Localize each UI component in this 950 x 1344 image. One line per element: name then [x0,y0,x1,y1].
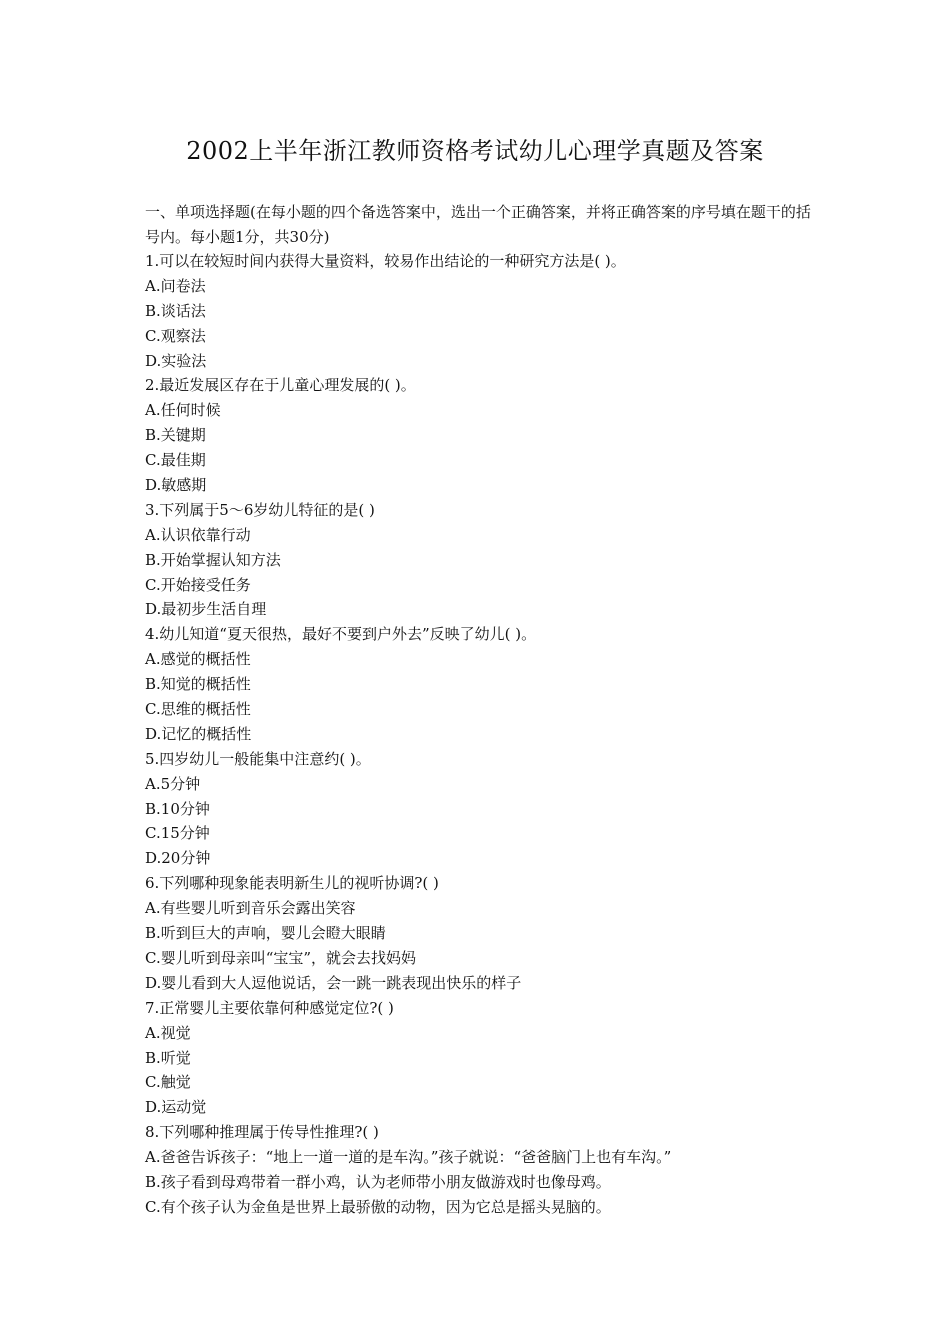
answer-option: A.爸爸告诉孩子：“地上一道一道的是车沟。”孩子就说：“爸爸脑门上也有车沟。” [145,1148,672,1167]
answer-option: D.婴儿看到大人逗他说话，会一跳一跳表现出快乐的样子 [145,973,522,992]
answer-option: C.有个孩子认为金鱼是世界上最骄傲的动物，因为它总是摇头晃脑的。 [145,1197,611,1216]
answer-option: C.思维的概括性 [145,700,251,719]
question-stem: 4.幼儿知道“夏天很热，最好不要到户外去”反映了幼儿( )。 [145,625,537,644]
answer-option: D.运动觉 [145,1098,207,1117]
answer-option: A.感觉的概括性 [145,650,251,669]
document-title: 2002上半年浙江教师资格考试幼儿心理学真题及答案 [186,137,764,165]
answer-option: D.实验法 [145,351,207,370]
question-stem: 6.下列哪种现象能表明新生儿的视听协调?( ) [145,874,439,893]
answer-option: C.15分钟 [145,824,210,843]
answer-option: B.听到巨大的声响，婴儿会瞪大眼睛 [145,924,386,943]
answer-option: B.知觉的概括性 [145,675,251,694]
answer-option: D.敏感期 [145,476,207,495]
answer-option: B.听觉 [145,1048,191,1067]
answer-option: B.10分钟 [145,799,210,818]
answer-option: B.谈话法 [145,301,206,320]
answer-option: D.记忆的概括性 [145,724,252,743]
question-4 [145,622,815,746]
answer-option: D.20分钟 [145,849,211,868]
document-body [145,200,815,1220]
answer-option: D.最初步生活自理 [145,600,267,619]
answer-option: C.最佳期 [145,451,206,470]
section-intro: 一、单项选择题(在每小题的四个备选答案中，选出一个正确答案，并将正确答案的序号填在题干的括号内。每小题1分，共30分) [145,203,811,246]
question-6 [145,871,815,995]
question-stem: 8.下列哪种推理属于传导性推理?( ) [145,1123,379,1142]
answer-option: A.视觉 [145,1023,191,1042]
answer-option: C.婴儿听到母亲叫“宝宝”，就会去找妈妈 [145,948,417,967]
question-stem: 7.正常婴儿主要依靠何种感觉定位?( ) [145,998,394,1017]
answer-option: A.问卷法 [145,276,206,295]
question-2 [145,373,815,497]
question-8 [145,1120,815,1220]
question-1 [145,249,815,373]
answer-option: B.孩子看到母鸡带着一群小鸡，认为老师带小朋友做游戏时也像母鸡。 [145,1172,611,1191]
answer-option: C.开始接受任务 [145,575,251,594]
question-stem: 5.四岁幼儿一般能集中注意约( )。 [145,749,371,768]
question-stem: 2.最近发展区存在于儿童心理发展的( )。 [145,376,416,395]
answer-option: A.有些婴儿听到音乐会露出笑容 [145,899,356,918]
question-stem: 3.下列属于5～6岁幼儿特征的是( ) [145,500,375,519]
answer-option: C.触觉 [145,1073,191,1092]
answer-option: B.关键期 [145,426,206,445]
question-5 [145,747,815,871]
answer-option: C.观察法 [145,326,206,345]
answer-option: B.开始掌握认知方法 [145,550,281,569]
question-3 [145,498,815,622]
answer-option: A.认识依靠行动 [145,525,251,544]
answer-option: A.5分钟 [145,774,201,793]
question-7 [145,996,815,1120]
question-stem: 1.可以在较短时间内获得大量资料，较易作出结论的一种研究方法是( )。 [145,252,626,270]
answer-option: A.任何时候 [145,401,221,420]
